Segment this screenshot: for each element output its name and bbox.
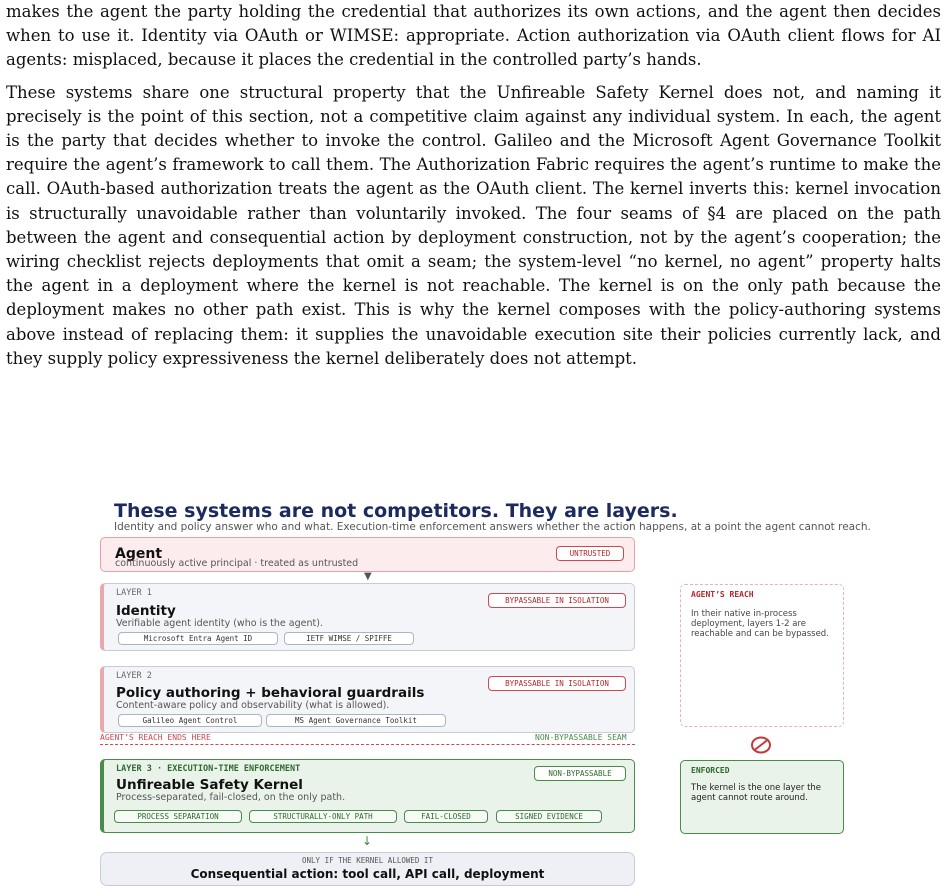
agent-desc: continuously active principal · treated as untrusted (115, 558, 359, 569)
seam-right-label: NON-BYPASSABLE SEAM (535, 733, 627, 742)
agents-reach-body: In their native in-process deployment, layers 1-2 are reachable and can be bypassed. (691, 609, 829, 639)
figure-title: These systems are not competitors. They are layers. (114, 500, 678, 522)
down-arrow-icon: ▼ (364, 571, 372, 582)
layer-1-desc: Verifiable agent identity (who is the agent). (116, 618, 323, 629)
agents-reach-box (680, 584, 844, 727)
enforced-body: The kernel is the one layer the agent cannot route around. (691, 783, 822, 803)
enforced-title: ENFORCED (691, 766, 730, 775)
figure-subtitle: Identity and policy answer who and what. Execution-time enforcement answers whether the action happens, at a point the agent cannot reach. (114, 521, 871, 533)
seam-line (100, 744, 635, 745)
agents-reach-title: AGENT’S REACH (691, 590, 754, 599)
layer-1-tag: LAYER 1 (116, 588, 152, 598)
layer-3-badge: NON-BYPASSABLE (534, 766, 626, 781)
chip-structurally-only-path: STRUCTURALLY-ONLY PATH (249, 810, 397, 823)
chip-galileo: Galileo Agent Control (118, 714, 262, 727)
chip-fail-closed: FAIL-CLOSED (404, 810, 488, 823)
layer-3-box (100, 759, 635, 833)
consequential-action-box (100, 852, 635, 886)
chip-signed-evidence: SIGNED EVIDENCE (496, 810, 602, 823)
consequence-caption: ONLY IF THE KERNEL ALLOWED IT (302, 856, 433, 865)
paragraph-1: makes the agent the party holding the credential that authorizes its own actions, and the agent then decides when to use it. Identity via OAuth or WIMSE: appropriate. Action authorization via OAuth client flows for AI agents: misplaced, because it places the credential in the controlled party’s hands. (6, 2, 941, 70)
layer-2-box (100, 666, 635, 733)
layer-2-name: Policy authoring + behavioral guardrails (116, 685, 425, 701)
enforced-box (680, 760, 844, 834)
agent-name: Agent (115, 546, 163, 562)
layer-2-desc: Content-aware policy and observability (what is allowed). (116, 700, 390, 711)
chip-process-separation: PROCESS SEPARATION (114, 810, 242, 823)
body-text (6, 0, 941, 379)
layer-3-desc: Process-separated, fail-closed, on the only path. (116, 792, 346, 803)
layer-2-badge: BYPASSABLE IN ISOLATION (488, 676, 626, 691)
layer-2-tag: LAYER 2 (116, 671, 152, 681)
layer-1-box (100, 583, 635, 651)
chip-entra-agent-id: Microsoft Entra Agent ID (118, 632, 278, 645)
paragraph-2: These systems share one structural property that the Unfireable Safety Kernel does not, and naming it precisely is the point of this section, not a competitive claim against any individual system. In each, the agent is the party that decides whether to invoke the control. Galileo and the Microsoft Agent Governance Toolkit require the agent’s framework to call them. The Authorization Fabric requires the agent’s runtime to make the call. OAuth-based authorization treats the agent as the OAuth client. The kernel inverts this: kernel invocation is structurally unavoidable rather than voluntarily invoked. The four seams of §4 are placed on the path between the agent and consequential action by deployment construction, not by the agent’s cooperation; the wiring checklist rejects deployments that omit a seam; the system-level “no kernel, no agent” property halts the agent in a deployment where the kernel is not reachable. The kernel is on the only path because the deployment makes no other path exist. This is why the kernel composes with the policy-authoring systems above instead of replacing them: it supplies the unavoidable execution site their policies currently lack, and they supply policy expressiveness the kernel deliberately does not attempt. (6, 82, 941, 368)
consequence-name: Consequential action: tool call, API call, deployment (190, 867, 545, 881)
chip-ms-agt: MS Agent Governance Toolkit (266, 714, 446, 727)
agent-box (100, 537, 635, 572)
chip-wimse-spiffe: IETF WIMSE / SPIFFE (284, 632, 414, 645)
untrusted-badge: UNTRUSTED (556, 546, 624, 561)
layer-3-tag: LAYER 3 · EXECUTION-TIME ENFORCEMENT (116, 764, 301, 774)
layer-3-name: Unfireable Safety Kernel (116, 777, 303, 793)
layer-1-badge: BYPASSABLE IN ISOLATION (488, 593, 626, 608)
layer-1-name: Identity (116, 603, 176, 619)
green-down-arrow-icon: ↓ (362, 834, 373, 848)
seam-left-label: AGENT’S REACH ENDS HERE (100, 733, 211, 742)
prohibited-icon (750, 736, 772, 754)
